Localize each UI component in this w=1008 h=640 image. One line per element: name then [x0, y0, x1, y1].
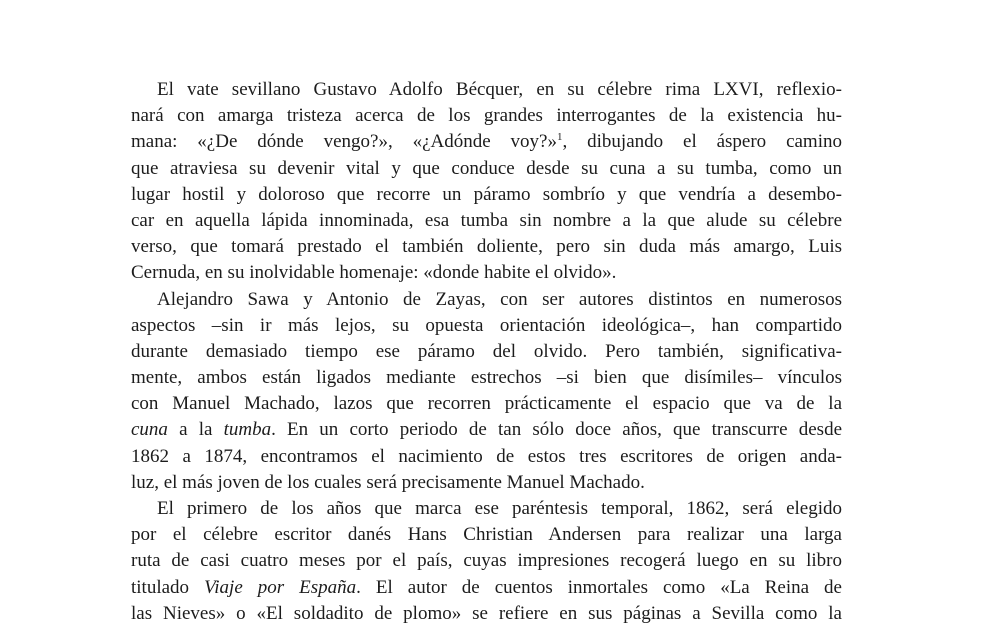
text-line: por el célebre escritor danés Hans Christian Andersen para realizar una larga — [131, 524, 842, 546]
text-line: mente, ambos están ligados mediante estrechos –si bien que disímiles– vínculos — [131, 367, 842, 389]
text-line: El primero de los años que marca ese paréntesis temporal, 1862, será elegido — [157, 498, 842, 519]
text-line: aspectos –sin ir más lejos, su opuesta orientación ideológica–, han compartido — [131, 314, 842, 336]
line-text: mana: «¿De dónde vengo?», «¿Adónde voy?» — [131, 131, 557, 153]
text-line: ruta de casi cuatro meses por el país, cuyas impresiones recogerá luego en su libro — [131, 550, 842, 572]
line-text: . El autor de cuentos inmortales como «La Reina de — [356, 576, 842, 598]
line-text: a la — [167, 419, 224, 441]
italic-word: tumba — [223, 419, 272, 441]
text-line: lugar hostil y doloroso que recorre un páramo sombrío y que vendría a desembo- — [131, 183, 842, 205]
text-line: Alejandro Sawa y Antonio de Zayas, con ser autores distintos en numerosos — [157, 288, 842, 310]
text-line: con Manuel Machado, lazos que recorren prácticamente el espacio que va de la — [131, 393, 842, 415]
text-line — [131, 417, 842, 443]
text-line — [131, 129, 842, 155]
text-line: que atraviesa su devenir vital y que conduce desde su cuna a su tumba, como un — [131, 157, 842, 179]
line-text: , dibujando el áspero camino — [562, 131, 842, 153]
paragraph-3 — [131, 496, 842, 627]
text-line: luz, el más joven de los cuales será precisamente Manuel Machado. — [131, 471, 645, 493]
body-text — [131, 77, 842, 627]
italic-word: cuna — [131, 419, 168, 441]
paragraph-1 — [131, 77, 842, 287]
text-line: las Nieves» o «El soldadito de plomo» se refiere en sus páginas a Sevilla como la — [131, 602, 842, 624]
book-title: Viaje por España — [204, 576, 357, 598]
text-line: durante demasiado tiempo ese páramo del olvido. Pero también, significativa- — [131, 340, 842, 362]
line-text: . En un corto periodo de tan sólo doce años, que transcurre desde — [271, 419, 843, 441]
paragraph-2 — [131, 287, 842, 497]
text-line: Cernuda, en su inolvidable homenaje: «donde habite el olvido». — [131, 262, 617, 284]
line-text: titulado — [131, 576, 205, 598]
text-line: El vate sevillano Gustavo Adolfo Bécquer, en su célebre rima LXVI, reflexio- — [157, 79, 842, 100]
text-line: car en aquella lápida innominada, esa tumba sin nombre a la que alude su célebre — [131, 209, 842, 231]
text-line: 1862 a 1874, encontramos el nacimiento de estos tres escritores de origen anda- — [131, 445, 842, 467]
text-line: nará con amarga tristeza acerca de los grandes interrogantes de la existencia hu- — [131, 105, 842, 127]
footnote-marker: 1 — [557, 131, 563, 144]
text-line — [131, 575, 842, 601]
text-line: verso, que tomará prestado el también doliente, pero sin duda más amargo, Luis — [131, 236, 842, 258]
